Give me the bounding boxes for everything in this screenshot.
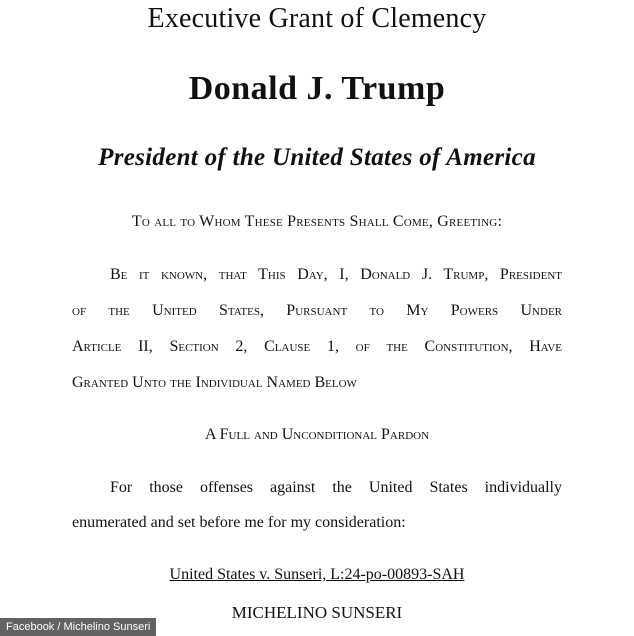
greeting-line: To all to Whom These Presents Shall Come, Greeting: [131,213,503,230]
photo-credit: Facebook / Michelino Sunseri [0,618,156,636]
offense-line-2: enumerated and set before me for my consideration: [72,514,406,531]
grantor-office: President of the United States of America [98,144,536,171]
body-line-4: Granted Unto the Individual Named Below [72,374,357,391]
grantor-name: Donald J. Trump [188,70,446,107]
document-title: Executive Grant of Clemency [147,3,487,34]
pardon-heading: A Full and Unconditional Pardon [204,426,430,443]
case-citation: United States v. Sunseri, L:24-po-00893-SAH [169,566,465,583]
offense-line-1: For those offenses against the United States individually [110,479,562,496]
body-line-1: Be it known, that This Day, I, Donald J. Trump, President [110,266,562,283]
body-line-3: Article II, Section 2, Clause 1, of the Constitution, Have [72,338,562,355]
body-line-2: of the United States, Pursuant to My Powers Under [72,302,562,319]
recipient-name: MICHELINO SUNSERI [231,603,403,622]
